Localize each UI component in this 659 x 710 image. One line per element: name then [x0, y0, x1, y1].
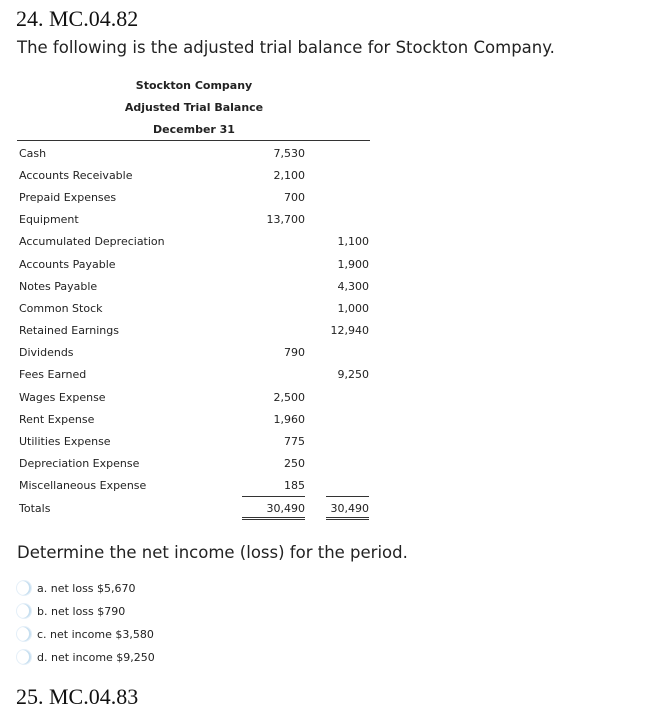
option-label: b. net loss $790	[37, 605, 126, 618]
radio-button-icon[interactable]	[17, 650, 31, 664]
debit-amount: 13,700	[266, 213, 305, 226]
table-row	[0, 368, 659, 388]
totals-label: Totals	[19, 502, 51, 515]
account-name: Dividends	[19, 346, 74, 359]
tb-date-heading: December 31	[153, 123, 235, 136]
table-row	[0, 457, 659, 477]
account-name: Common Stock	[19, 302, 103, 315]
debit-total: 30,490	[266, 502, 305, 515]
table-row	[0, 280, 659, 300]
credit-amount: 12,940	[330, 324, 369, 337]
table-row	[0, 213, 659, 233]
next-question-number: 25. MC.04.83	[16, 684, 139, 709]
tb-company-heading: Stockton Company	[135, 79, 253, 92]
totals-rule-debit	[242, 496, 305, 497]
table-row	[0, 191, 659, 211]
totals-double-rule-credit	[326, 517, 369, 520]
account-name: Accounts Receivable	[19, 169, 133, 182]
table-row	[0, 258, 659, 278]
account-name: Depreciation Expense	[19, 457, 140, 470]
account-name: Utilities Expense	[19, 435, 111, 448]
credit-amount: 4,300	[337, 280, 369, 293]
option-label: c. net income $3,580	[37, 628, 154, 641]
table-row	[0, 235, 659, 255]
account-name: Equipment	[19, 213, 79, 226]
debit-amount: 700	[284, 191, 305, 204]
account-name: Wages Expense	[19, 391, 106, 404]
option-label: a. net loss $5,670	[37, 582, 136, 595]
tb-top-rule	[17, 140, 370, 141]
credit-amount: 1,000	[337, 302, 369, 315]
table-row	[0, 346, 659, 366]
option-label: d. net income $9,250	[37, 651, 155, 664]
table-row	[0, 435, 659, 455]
radio-button-icon[interactable]	[17, 627, 31, 641]
tb-title-heading: Adjusted Trial Balance	[124, 101, 264, 114]
question-number: 24. MC.04.82	[16, 6, 139, 31]
table-row	[0, 302, 659, 322]
debit-amount: 2,100	[273, 169, 305, 182]
credit-amount: 9,250	[337, 368, 369, 381]
account-name: Accumulated Depreciation	[19, 235, 165, 248]
table-row	[0, 169, 659, 189]
debit-amount: 250	[284, 457, 305, 470]
radio-button-icon[interactable]	[17, 604, 31, 618]
credit-total: 30,490	[330, 502, 369, 515]
credit-amount: 1,900	[337, 258, 369, 271]
account-name: Fees Earned	[19, 368, 87, 381]
debit-amount: 7,530	[273, 147, 305, 160]
account-name: Retained Earnings	[19, 324, 119, 337]
account-name: Accounts Payable	[19, 258, 116, 271]
totals-double-rule-debit	[242, 517, 305, 520]
totals-rule-credit	[326, 496, 369, 497]
debit-amount: 185	[284, 479, 305, 492]
question-intro: The following is the adjusted trial balance for Stockton Company.	[17, 38, 555, 57]
table-row	[0, 413, 659, 433]
table-row	[0, 391, 659, 411]
debit-amount: 1,960	[273, 413, 305, 426]
account-name: Cash	[19, 147, 47, 160]
radio-button-icon[interactable]	[17, 581, 31, 595]
table-row	[0, 324, 659, 344]
account-name: Miscellaneous Expense	[19, 479, 147, 492]
question-prompt: Determine the net income (loss) for the period.	[17, 543, 408, 562]
credit-amount: 1,100	[337, 235, 369, 248]
account-name: Prepaid Expenses	[19, 191, 117, 204]
account-name: Rent Expense	[19, 413, 95, 426]
debit-amount: 775	[284, 435, 305, 448]
debit-amount: 790	[284, 346, 305, 359]
account-name: Notes Payable	[19, 280, 98, 293]
debit-amount: 2,500	[273, 391, 305, 404]
table-row	[0, 147, 659, 167]
